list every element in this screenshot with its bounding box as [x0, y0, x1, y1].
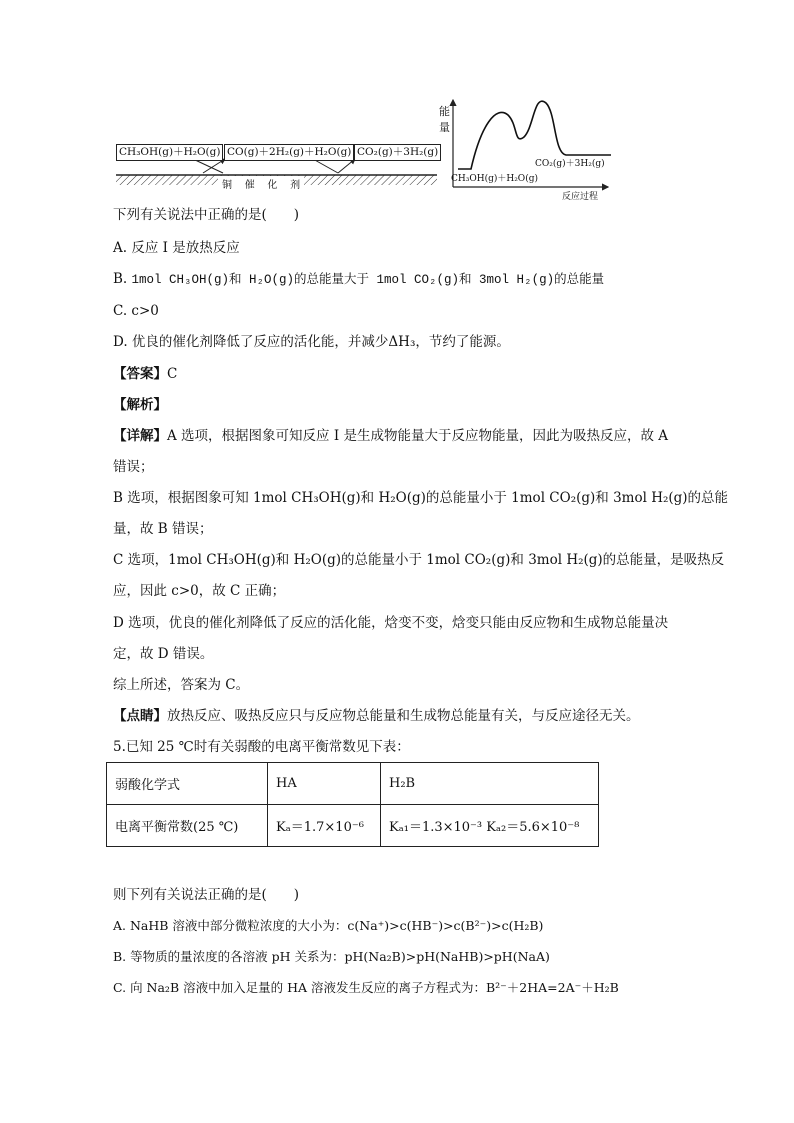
detail-line-1: [113, 427, 668, 445]
q5-option-b: B. 等物质的量浓度的各溶液 pH 关系为：pH(Na₂B)>pH(NaHB)>pH(NaA): [113, 949, 550, 964]
detail-line-7: D 选项，优良的催化剂降低了反应的活化能，焓变不变，焓变只能由反应物和生成物总能量决: [113, 615, 669, 631]
table-cell: HA: [268, 763, 381, 805]
catalyst-label: 铜 催 化 剂: [218, 176, 304, 191]
detail-line-4: 量，故 B 错误；: [113, 521, 213, 537]
x-label-process: 反应过程: [562, 192, 599, 202]
q4-option-b-text: 1mol CH₃OH(g)和 H₂O(g)的总能量大于 1mol CO₂(g)和 3mol H₂(g)的总能量: [131, 273, 605, 287]
table-cell: Kₐ＝1.7×10⁻⁶: [268, 805, 381, 847]
analysis-tag: 【解析】: [113, 397, 167, 413]
q4-stem: 下列有关说法中正确的是( ): [113, 207, 300, 223]
q4-option-b-prefix: B.: [113, 271, 132, 287]
label-co2-h2: CO₂(g)＋3H₂(g): [354, 144, 441, 161]
q4-option-c: C. c>0: [113, 303, 159, 319]
product-label: CO₂(g)＋3H₂(g): [535, 159, 605, 169]
point-text: 放热反应、吸热反应只与反应物总能量和生成物总能量有关，与反应途径无关。: [167, 708, 640, 724]
reaction-pathway-diagram: [113, 135, 439, 191]
point-line: [113, 707, 640, 725]
detail-line-2: 错误；: [113, 459, 154, 475]
answer-value: C: [167, 366, 178, 382]
y-label-energy-1: 能: [439, 105, 450, 118]
detail-line-3: B 选项，根据图象可知 1mol CH₃OH(g)和 H₂O(g)的总能量小于 1mol CO₂(g)和 3mol H₂(g)的总能: [113, 490, 729, 506]
label-co-h2-water: CO(g)＋2H₂(g)＋H₂O(g): [224, 144, 354, 161]
table-row: [107, 763, 599, 805]
table-cell: Kₐ₁＝1.3×10⁻³ Kₐ₂＝5.6×10⁻⁸: [381, 805, 599, 847]
energy-profile-chart: [436, 95, 616, 203]
q5-option-c: C. 向 Na₂B 溶液中加入足量的 HA 溶液发生反应的离子方程式为：B²⁻＋2HA=2A⁻＋H₂B: [113, 980, 619, 995]
detail-line-8: 定，故 D 错误。: [113, 646, 214, 662]
detail-tag: 【详解】: [113, 428, 167, 444]
reactant-label: CH₃OH(g)＋H₂O(g): [451, 174, 538, 184]
detail-line-5: C 选项，1mol CH₃OH(g)和 H₂O(g)的总能量小于 1mol CO₂(g)和 3mol H₂(g)的总能量，是吸热反: [113, 552, 725, 568]
q5-option-a: A. NaHB 溶液中部分微粒浓度的大小为：c(Na⁺)>c(HB⁻)>c(B²⁻)>c(H₂B): [113, 918, 544, 933]
table-cell: H₂B: [381, 763, 599, 805]
q5-question: 则下列有关说法正确的是( ): [113, 887, 300, 903]
table-row: [107, 805, 599, 847]
q4-option-b: [113, 270, 604, 289]
summary-line: 综上所述，答案为 C。: [113, 677, 250, 693]
detail-line-6: 应，因此 c>0，故 C 正确；: [113, 583, 286, 599]
answer-line: [113, 365, 177, 383]
q4-option-d: D. 优良的催化剂降低了反应的活化能，并减少ΔH₃，节约了能源。: [113, 334, 510, 350]
point-tag: 【点睛】: [113, 708, 167, 724]
q4-option-a: A. 反应 I 是放热反应: [113, 240, 240, 256]
label-methanol-water: CH₃OH(g)＋H₂O(g): [116, 144, 223, 161]
answer-tag: 【答案】: [113, 366, 167, 382]
table-cell: 弱酸化学式: [107, 763, 268, 805]
y-label-energy-2: 量: [439, 121, 450, 134]
detail-text-1: A 选项，根据图象可知反应 I 是生成物能量大于反应物能量，因此为吸热反应，故 A: [167, 428, 668, 444]
table-cell: 电离平衡常数(25 ℃): [107, 805, 268, 847]
ionization-constants-table: [106, 762, 599, 847]
q5-stem: 5.已知 25 ℃时有关弱酸的电离平衡常数见下表：: [113, 739, 410, 755]
energy-curve: [436, 95, 616, 203]
